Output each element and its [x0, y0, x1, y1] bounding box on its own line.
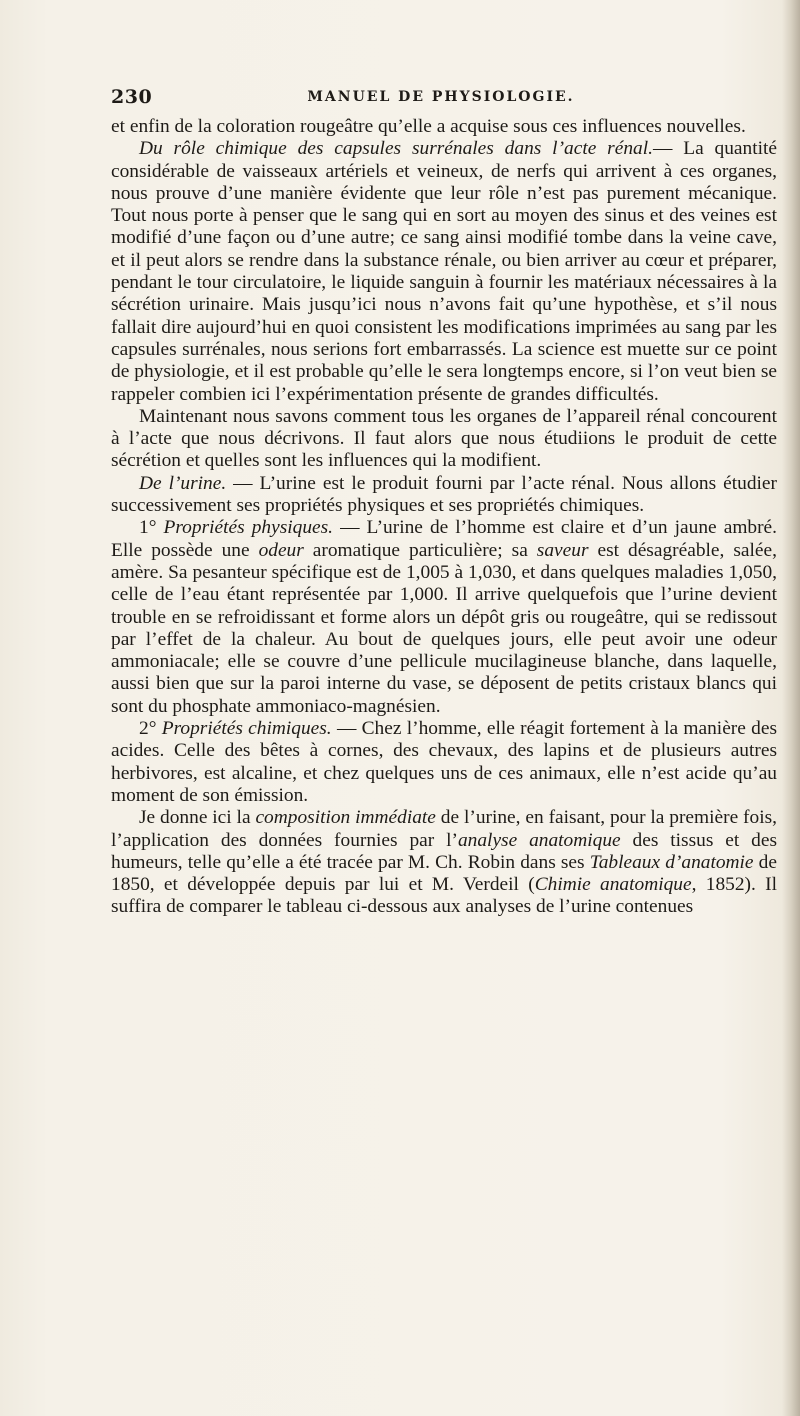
paragraph: Du rôle chimique des capsules surrénales dans l’acte rénal.— La quantité considérable de vaisseaux artériels et veineux, de nerfs qui arrivent à ces organes, nous prouve d’une manière évidente que leur rôle n’est pas purement mécanique. Tout nous porte à penser que le sang qui en sort au moyen des sinus et des veines est modifié d’une façon ou d’une autre; ce sang ainsi modifié tombe dans la veine cave, et il peut alors se rendre dans la substance rénale, ou bien arriver au cœur et préparer, pendant le tour circulatoire, le liquide sanguin à fournir les matériaux nécessaires à la sécrétion urinaire. Mais jusqu’ici nous n’avons fait qu’une hypothèse, et s’il nous fallait dire aujourd’hui en quoi consistent les modifications imprimées au sang par les capsules surrénales, nous serions fort embarrassés. La science est muette sur ce point de physiologie, et il est probable qu’elle le sera longtemps encore, si l’on veut bien se rappeler combien ici l’expérimentation présente de grandes difficultés.: [111, 138, 777, 405]
paragraph: De l’urine. — L’urine est le produit fourni par l’acte rénal. Nous allons étudier successivement ses propriétés physiques et ses propriétés chimiques.: [111, 472, 777, 517]
running-title: MANUEL DE PHYSIOLOGIE.: [307, 89, 575, 105]
paragraph: Je donne ici la composition immédiate de l’urine, en faisant, pour la première fois, l’application des données fournies par l’analyse anatomique des tissus et des humeurs, telle qu’elle a été tracée par M. Ch. Robin dans ses Tableaux d’anatomie de 1850, et développée depuis par lui et M. Verdeil (Chimie anatomique, 1852). Il suffira de comparer le tableau ci-dessous aux analyses de l’urine contenues: [111, 807, 778, 918]
section-heading: Propriétés physiques.: [163, 517, 334, 539]
section-heading: Propriétés chimiques.: [161, 718, 332, 740]
page-header: [111, 86, 771, 112]
section-heading: Du rôle chimique des capsules surrénales dans l’acte rénal.: [139, 138, 653, 160]
paragraph: 2° Propriétés chimiques. — Chez l’homme, elle réagit fortement à la manière des acides. Celle des bêtes à cornes, des chevaux, des lapins et de plusieurs autres herbivores, est alcaline, et chez quelques uns de ces animaux, elle n’est acide qu’au moment de son émission.: [111, 718, 777, 806]
paragraph: et enfin de la coloration rougeâtre qu’elle a acquise sous ces influences nouvelles.: [111, 116, 746, 137]
page-edge-shadow: [782, 0, 800, 1416]
body-text: [111, 116, 777, 919]
paragraph: 1° Propriétés physiques. — L’urine de l’homme est claire et d’un jaune ambré. Elle possède une odeur aromatique particulière; sa saveur est désagréable, salée, amère. Sa pesanteur spécifique est de 1,005 à 1,030, et dans quelques maladies 1,050, celle de l’eau étant représentée par 1,000. Il arrive quelquefois que l’urine devient trouble en se refroidissant et forme alors un dépôt gris ou rougeâtre, qui se redissout par l’effet de la chaleur. Au bout de quelques jours, elle peut avoir une odeur ammoniacale; elle se couvre d’une pellicule mucilagineuse blanche, dans laquelle, aussi bien que sur la paroi interne du vase, se déposent de petits cristaux blancs qui sont du phosphate ammoniaco-magnésien.: [111, 517, 778, 717]
page-number: 230: [111, 86, 153, 108]
paragraph: Maintenant nous savons comment tous les organes de l’appareil rénal concourent à l’acte que nous décrivons. Il faut alors que nous étudiions le produit de cette sécrétion et quelles sont les influences qui la modifient.: [111, 405, 777, 472]
section-heading: De l’urine.: [139, 472, 227, 494]
